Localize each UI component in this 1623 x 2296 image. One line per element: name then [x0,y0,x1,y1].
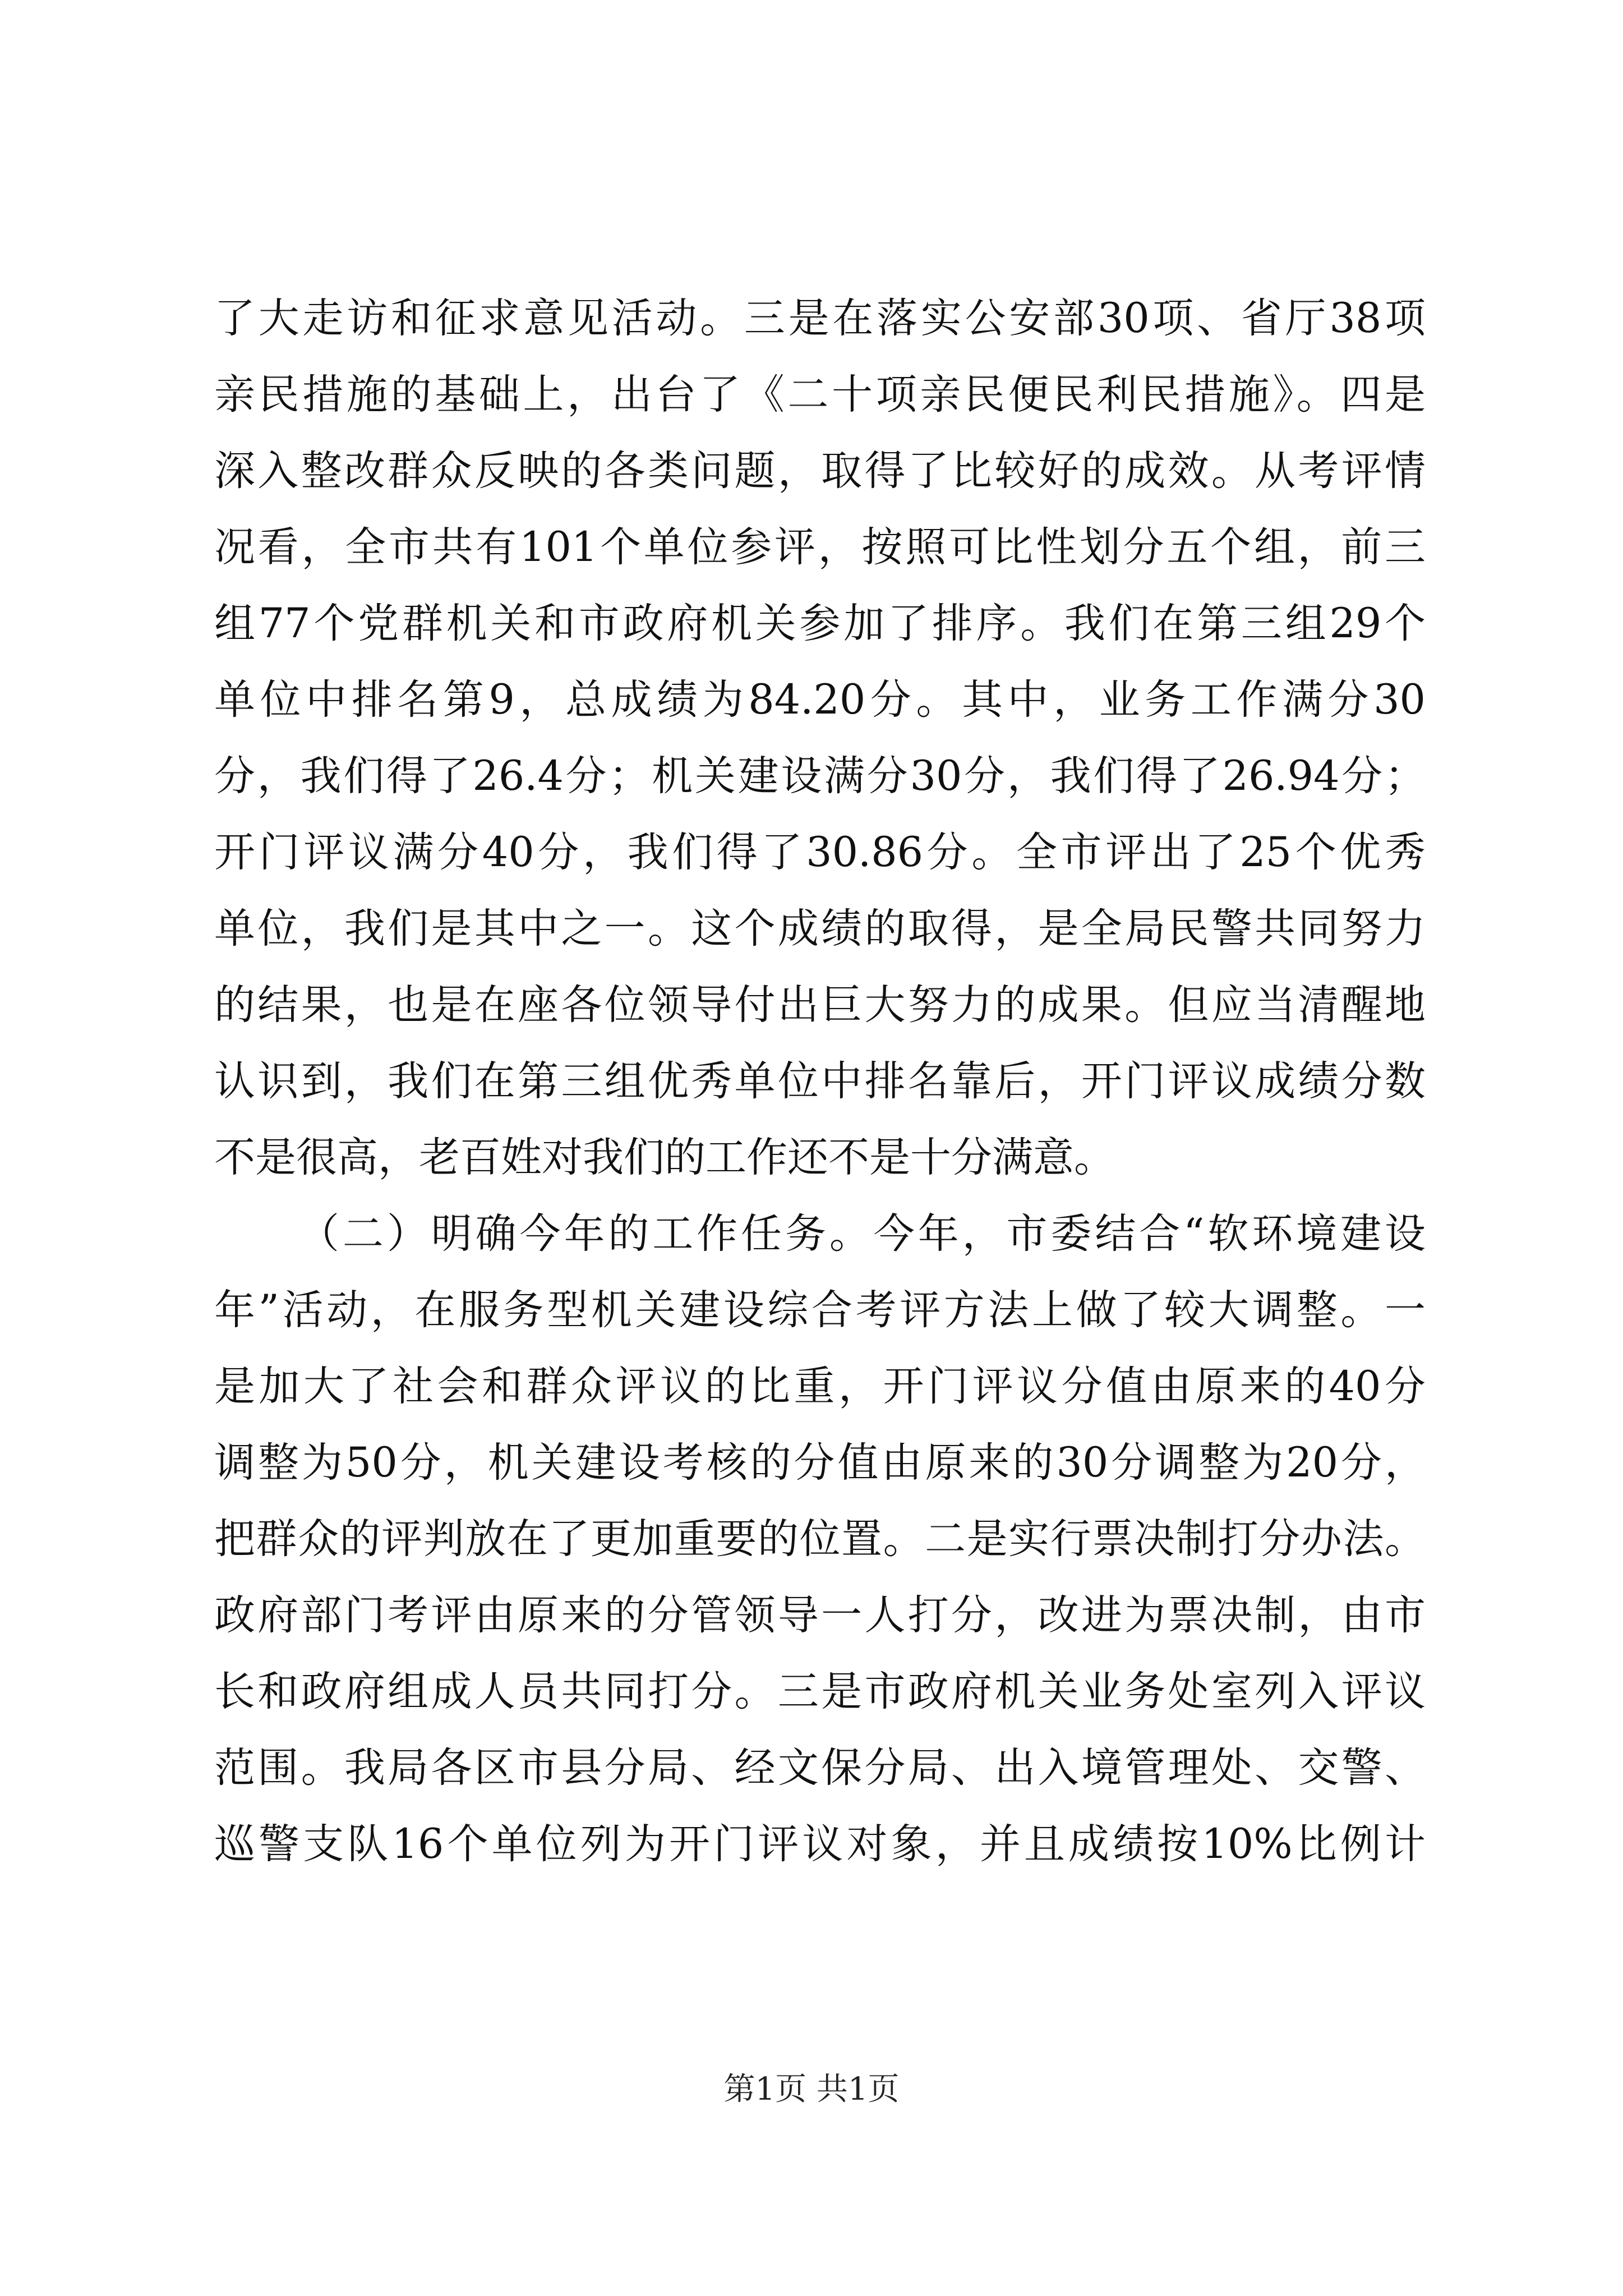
text-line: 的结果，也是在座各位领导付出巨大努力的成果。但应当清醒地 [214,981,1426,1029]
paragraph-end-line: 不是很高，老百姓对我们的工作还不是十分满意。 [214,1134,1115,1181]
text-line: 巡警支队16个单位列为开门评议对象，并且成绩按10%比例计 [214,1820,1426,1868]
text-line: 是加大了社会和群众评议的比重，开门评议分值由原来的40分 [214,1363,1426,1410]
text-line: 认识到，我们在第三组优秀单位中排名靠后，开门评议成绩分数 [214,1057,1426,1105]
text-line: 年”活动，在服务型机关建设综合考评方法上做了较大调整。一 [214,1286,1426,1334]
text-line: 政府部门考评由原来的分管领导一人打分，改进为票决制，由市 [214,1591,1426,1639]
page-number-label: 第1页 共1页 [723,2071,900,2108]
text-line: 调整为50分，机关建设考核的分值由原来的30分调整为20分， [214,1439,1426,1487]
paragraph-start-line: （二）明确今年的工作任务。今年，市委结合“软环境建设 [298,1210,1426,1258]
text-line: 了大走访和征求意见活动。三是在落实公安部30项、省厅38项 [214,295,1426,342]
text-line: 单位中排名第9，总成绩为84.20分。其中，业务工作满分30 [214,676,1426,724]
page-footer [0,2067,1623,2112]
text-line: 亲民措施的基础上，出台了《二十项亲民便民利民措施》。四是 [214,371,1426,418]
text-line: 单位，我们是其中之一。这个成绩的取得，是全局民警共同努力 [214,905,1426,953]
text-line: 分，我们得了26.4分；机关建设满分30分，我们得了26.94分； [214,752,1426,800]
text-line: 开门评议满分40分，我们得了30.86分。全市评出了25个优秀 [214,829,1426,876]
text-line: 把群众的评判放在了更加重要的位置。二是实行票决制打分办法。 [214,1515,1426,1563]
text-line: 组77个党群机关和市政府机关参加了排序。我们在第三组29个 [214,600,1426,647]
text-line: 深入整改群众反映的各类问题，取得了比较好的成效。从考评情 [214,447,1426,495]
text-line: 长和政府组成人员共同打分。三是市政府机关业务处室列入评议 [214,1668,1426,1715]
text-line: 范围。我局各区市县分局、经文保分局、出入境管理处、交警、 [214,1744,1426,1792]
body-text [214,280,1426,1883]
text-line: 况看，全市共有101个单位参评，按照可比性划分五个组，前三 [214,523,1426,571]
